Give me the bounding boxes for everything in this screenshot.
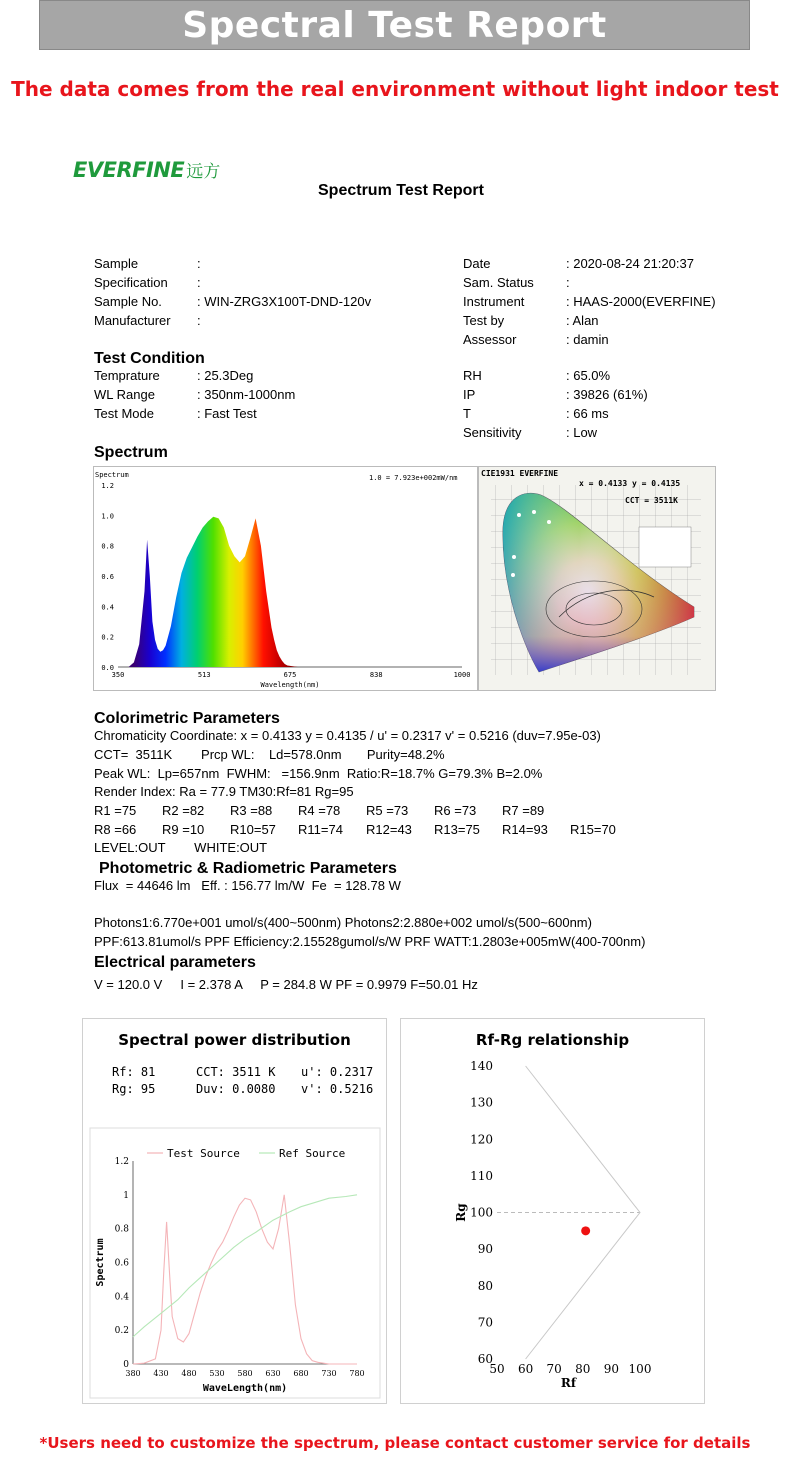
rfrg-y-tick-label: 140 — [470, 1059, 493, 1073]
info-row: Specification : — [94, 275, 201, 290]
cie-xy: x = 0.4133 y = 0.4135 — [579, 479, 681, 488]
info-row: Sample No. : WIN-ZRG3X100T-DND-120v — [94, 294, 372, 309]
spd-x-tick-label: 580 — [237, 1369, 253, 1378]
flux-line: Flux = 44646 lm Eff. : 156.77 lm/W Fe = 128.78 W — [94, 878, 401, 893]
info-left — [94, 254, 474, 330]
spectrum-scale-note: 1.0 = 7.923e+002mW/nm — [369, 474, 458, 482]
spectrum-area — [129, 517, 314, 667]
r-values-row-2: R8 =66 R9 =10 R10=57 R11=74 R12=43 R13=75 R14=93 R15=70 — [94, 822, 616, 837]
rfrg-y-tick-label: 60 — [477, 1352, 493, 1366]
condition-row: RH : 65.0% — [463, 368, 611, 383]
spectrum-chart-title: Spectrum — [95, 471, 129, 479]
spd-y-tick-label: 0.2 — [114, 1326, 129, 1337]
ppf-line: PPF:613.81umol/s PPF Efficiency:2.15528gumol/s/W PRF WATT:1.2803e+005mW(400-700nm) — [94, 934, 646, 949]
spd-x-tick-label: 630 — [265, 1369, 281, 1378]
condition-row: T : 66 ms — [463, 406, 609, 421]
rfrg-x-axis-label: Rf — [560, 1376, 577, 1390]
condition-row: WL Range : 350nm-1000nm — [94, 387, 296, 402]
spd-y-tick-label: 1 — [123, 1190, 129, 1201]
spectrum-x-tick-label: 1000 — [453, 671, 471, 679]
rfrg-x-tick-label: 70 — [546, 1362, 562, 1376]
rfrg-y-tick-label: 90 — [477, 1242, 493, 1257]
spectrum-y-tick-label: 0.8 — [101, 542, 114, 551]
condition-row: Sensitivity : Low — [463, 425, 598, 440]
banner-title: Spectral Test Report — [182, 4, 607, 46]
test-condition-right — [463, 366, 763, 442]
rfrg-data-point — [581, 1226, 590, 1235]
rfrg-y-tick-label: 120 — [470, 1132, 493, 1147]
info-row: Sample : — [94, 256, 201, 271]
condition-row: Test Mode : Fast Test — [94, 406, 257, 421]
cie-chart — [478, 466, 716, 691]
spd-x-tick-label: 480 — [181, 1369, 197, 1378]
spd-stats-row: Rf: 81 CCT: 3511 K u': 0.2317 — [112, 1065, 374, 1079]
spd-chart-svg — [89, 1127, 382, 1399]
rfrg-y-tick-label: 110 — [470, 1168, 493, 1183]
r-values-row-1: R1 =75 R2 =82 R3 =88 R4 =78 R5 =73 R6 =73 R7 =89 — [94, 803, 545, 818]
electrical-heading: Electrical parameters — [94, 954, 256, 971]
spectrum-x-tick-label: 675 — [283, 671, 297, 679]
cie-cct: CCT = 3511K — [625, 496, 678, 505]
spectrum-x-tick-label: 350 — [111, 671, 125, 679]
rfrg-x-tick-label: 80 — [575, 1362, 591, 1376]
photometric-heading: Photometric & Radiometric Parameters — [99, 860, 397, 877]
rfrg-y-axis-label: Rg — [454, 1203, 468, 1222]
photons-line: Photons1:6.770e+001 umol/s(400~500nm) Photons2:2.880e+002 umol/s(500~600nm) — [94, 915, 592, 930]
condition-row: IP : 39826 (61%) — [463, 387, 648, 402]
spd-legend-label: Test Source — [167, 1147, 240, 1160]
spd-x-tick-label: 680 — [293, 1369, 309, 1378]
spectrum-x-tick-label: 513 — [197, 671, 211, 679]
spd-y-tick-label: 0 — [123, 1360, 129, 1370]
spd-x-tick-label: 430 — [153, 1369, 169, 1378]
spd-series-line — [133, 1195, 357, 1364]
spectrum-y-tick-label: 0.4 — [101, 603, 114, 612]
spd-y-tick-label: 1.2 — [114, 1157, 129, 1167]
level-line: LEVEL:OUT WHITE:OUT — [94, 840, 268, 855]
spd-stats-row: Rg: 95 Duv: 0.0080 v': 0.5216 — [112, 1082, 374, 1096]
rfrg-x-tick-label: 60 — [517, 1362, 534, 1376]
spectrum-heading: Spectrum — [94, 444, 168, 461]
rfrg-y-tick-label: 80 — [477, 1278, 493, 1293]
logo-brand: EVERFINE — [73, 158, 185, 182]
everfine-logo — [73, 157, 220, 183]
spd-x-tick-label: 780 — [349, 1369, 365, 1378]
rfrg-x-tick-label: 90 — [603, 1362, 620, 1376]
spectrum-x-axis-label: Wavelength(nm) — [260, 681, 320, 689]
cie-title: CIE1931 EVERFINE — [481, 469, 559, 478]
footer-note: *Users need to customize the spectrum, please contact customer service for details — [39, 1434, 751, 1452]
cie-diagram-svg — [479, 467, 715, 690]
spd-y-tick-label: 0.4 — [114, 1292, 129, 1303]
electrical-line: V = 120.0 V I = 2.378 A P = 284.8 W PF = 0.9979 F=50.01 Hz — [94, 977, 478, 992]
logo-cn: 远方 — [186, 162, 221, 181]
spd-x-tick-label: 380 — [125, 1369, 141, 1378]
rfrg-x-tick-label: 100 — [628, 1362, 652, 1376]
colorimetric-heading: Colorimetric Parameters — [94, 710, 280, 727]
spectrum-chart — [93, 466, 478, 691]
rfrg-panel — [400, 1018, 705, 1404]
info-right — [463, 254, 763, 349]
spectrum-chart-svg — [94, 467, 477, 690]
spectrum-y-tick-label: 0.6 — [101, 573, 114, 581]
spd-x-tick-label: 730 — [321, 1369, 337, 1378]
test-condition-heading: Test Condition — [94, 350, 205, 367]
info-row: Sam. Status : — [463, 275, 570, 290]
spd-y-axis-label: Spectrum — [95, 1238, 106, 1287]
spd-stats — [112, 1065, 382, 1099]
spectrum-y-tick-label: 1.0 — [101, 512, 114, 521]
rfrg-x-tick-label: 50 — [489, 1362, 505, 1376]
spd-x-axis-label: WaveLength(nm) — [202, 1383, 288, 1394]
info-row: Test by : Alan — [463, 313, 599, 328]
spd-panel-title: Spectral power distribution — [118, 1031, 351, 1049]
render-index-line: Render Index: Ra = 77.9 TM30:Rf=81 Rg=95 — [94, 784, 354, 799]
spd-y-tick-label: 0.6 — [114, 1258, 129, 1269]
report-banner — [39, 0, 750, 50]
spectrum-y-tick-label: 0.0 — [101, 664, 114, 672]
spectrum-y-tick-label: 1.2 — [101, 482, 114, 490]
spectrum-report-title: Spectrum Test Report — [318, 182, 484, 199]
test-condition-left — [94, 366, 474, 423]
spd-legend-label: Ref Source — [279, 1147, 346, 1160]
rfrg-chart-svg — [401, 1049, 704, 1403]
rfrg-y-tick-label: 130 — [470, 1095, 493, 1110]
cct-line: CCT= 3511K Prcp WL: Ld=578.0nm Purity=48.2% — [94, 747, 445, 762]
info-row: Instrument : HAAS-2000(EVERFINE) — [463, 294, 716, 309]
info-row: Date : 2020-08-24 21:20:37 — [463, 256, 694, 271]
rfrg-y-tick-label: 70 — [477, 1315, 493, 1330]
spectrum-y-tick-label: 0.2 — [101, 633, 114, 642]
info-row: Assessor : damin — [463, 332, 609, 347]
report-subtitle: The data comes from the real environment without light indoor test — [11, 77, 779, 101]
rfrg-panel-title: Rf-Rg relationship — [475, 1031, 630, 1049]
info-row: Manufacturer : — [94, 313, 201, 328]
rfrg-y-tick-label: 100 — [470, 1205, 493, 1220]
spd-y-tick-label: 0.8 — [114, 1224, 129, 1235]
chromaticity-line: Chromaticity Coordinate: x = 0.4133 y = 0.4135 / u' = 0.2317 v' = 0.5216 (duv=7.95e-03) — [94, 728, 601, 743]
spd-series-line — [133, 1195, 357, 1337]
spectrum-x-tick-label: 838 — [369, 671, 383, 679]
spd-x-tick-label: 530 — [209, 1369, 225, 1378]
condition-row: Temprature : 25.3Deg — [94, 368, 254, 383]
spd-panel — [82, 1018, 387, 1404]
peak-line: Peak WL: Lp=657nm FWHM: =156.9nm Ratio:R=18.7% G=79.3% B=2.0% — [94, 766, 543, 781]
